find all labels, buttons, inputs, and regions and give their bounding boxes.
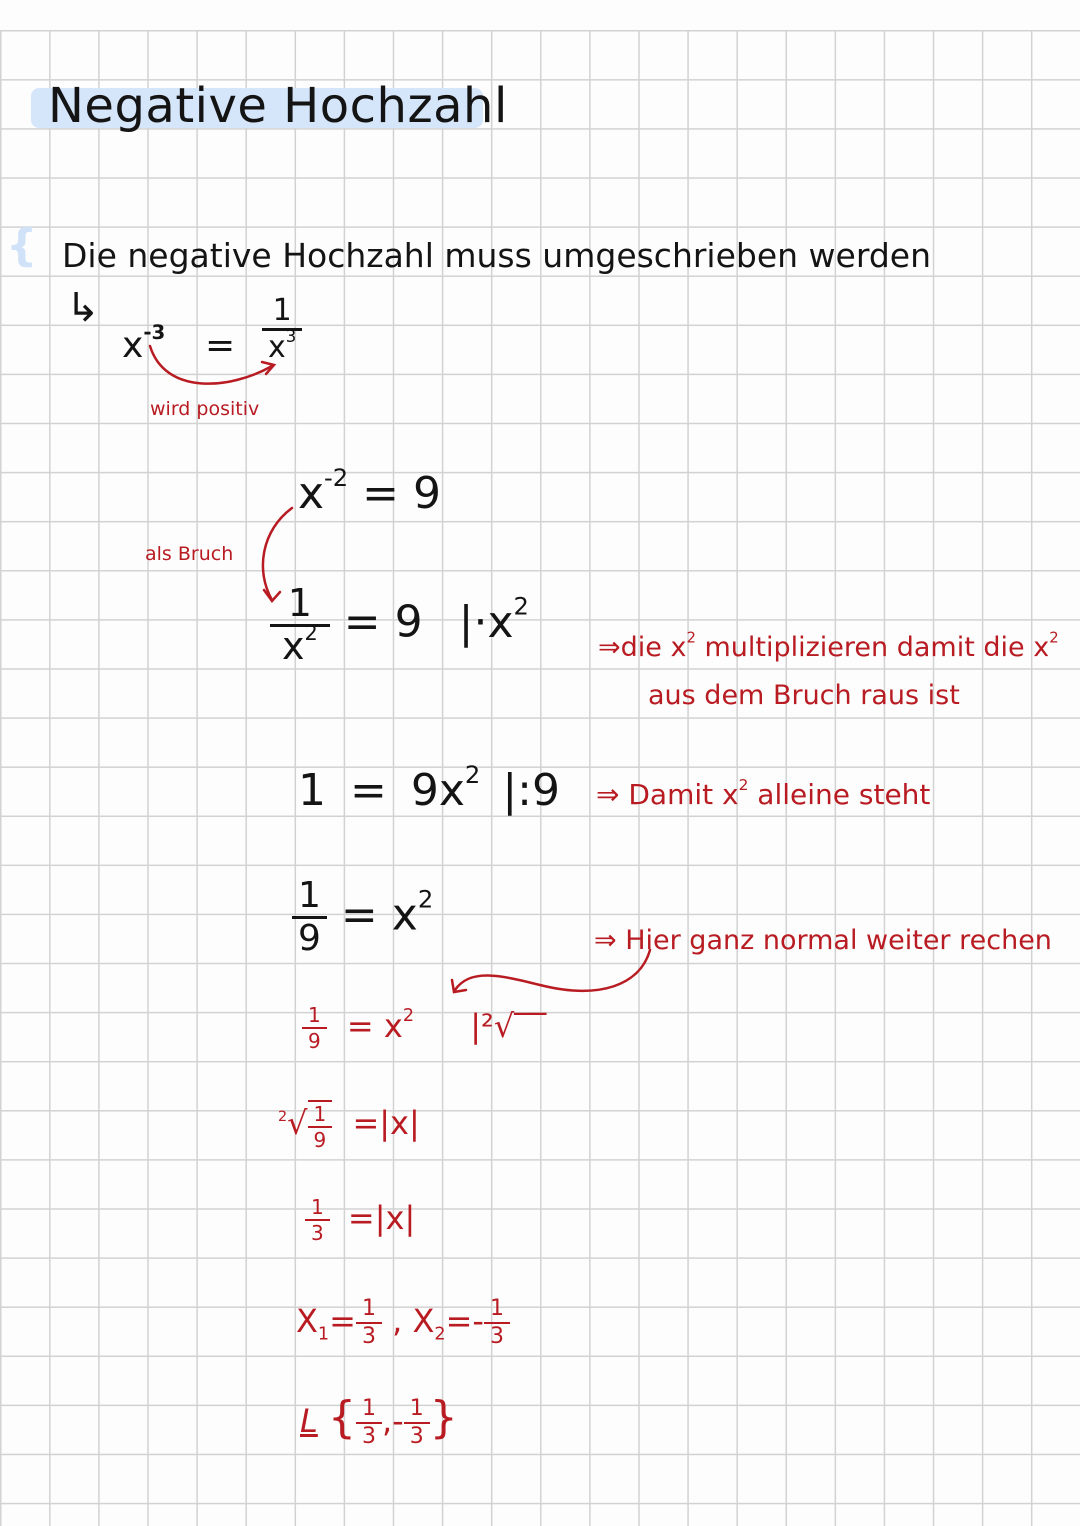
annotation-wird-positiv: wird positiv	[150, 398, 260, 420]
step4-equation: $\frac{1}{9}$ = $x^2$	[292, 878, 433, 957]
note-multiply-line2: aus dem Bruch raus ist	[648, 680, 960, 711]
intro-text: Die negative Hochzahl muss umgeschrieben werden	[62, 236, 932, 275]
step5-equation: $\frac{1}{9}$ = $x^2$ |²√‾‾	[302, 1005, 546, 1051]
page-title: Negative Hochzahl	[48, 78, 508, 134]
example1-equals: =	[205, 325, 236, 366]
arrow-hook-icon: ↳	[66, 285, 100, 331]
note-multiply-line1: ⇒die $x^2$ multiplizieren damit die $x^2$	[598, 628, 1059, 663]
solutions-line: $X_1=$ $\frac{1}{3}$ , $X_2=-$ $\frac{1}{3}$	[296, 1298, 510, 1348]
note-continue: ⇒ Hier ganz normal weiter rechen	[594, 925, 1052, 956]
example1-rhs-fraction: $\frac{1}{x^3}$	[262, 296, 302, 363]
solution-set: L { $\frac{1}{3}$ ,- $\frac{1}{3}$ }	[300, 1392, 458, 1449]
step6-equation: $^2$√ $\frac{1}{9}$ =|x|	[278, 1102, 420, 1152]
step2-equation: $\frac{1}{x^2}$ = 9 $|\cdot x^2$	[270, 584, 529, 665]
arrow-continue-icon	[455, 950, 650, 991]
root-symbol-icon: √	[287, 1104, 308, 1142]
annotation-als-bruch: als Bruch	[145, 543, 234, 565]
note-divide: ⇒ Damit $x^2$ alleine steht	[596, 776, 931, 811]
page-top-margin	[0, 0, 1080, 30]
example1-lhs: $x^{-3}$	[122, 321, 166, 366]
step1-equation: $x^{-2} = 9$	[298, 464, 442, 519]
step3-equation: $1 = 9x^2$ |:9	[298, 761, 560, 816]
step7-equation: $\frac{1}{3}$ =|x|	[305, 1197, 415, 1243]
curly-brace-icon: {	[6, 220, 38, 271]
